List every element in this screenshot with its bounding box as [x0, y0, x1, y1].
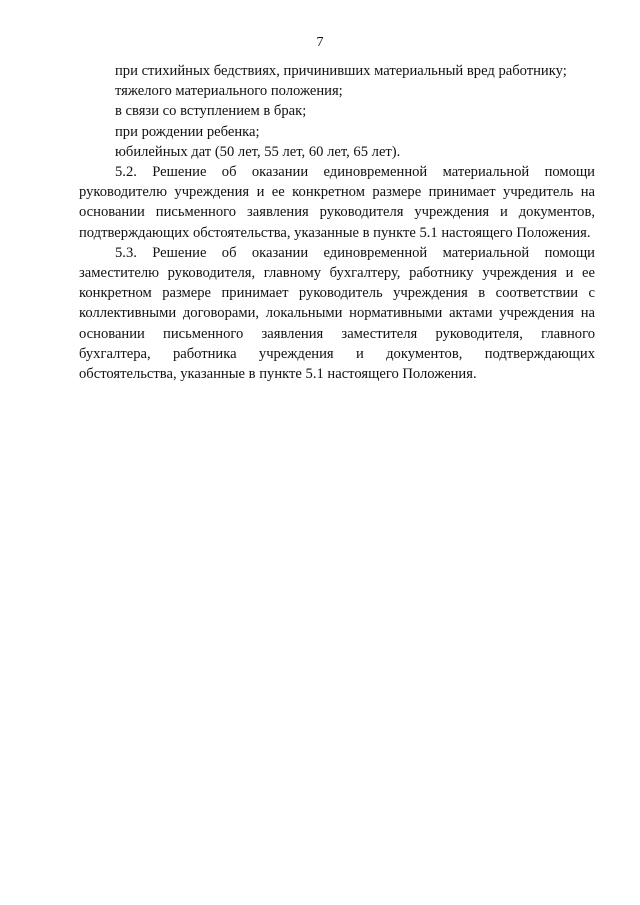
paragraph-5-3: 5.3. Решение об оказании единовременной материальной помощи заместителю руководителя, главному бухгалтеру, работнику учреждения и ее конкретном размере принимает руководитель учреждения в соответствии с коллективными договорами, локальными нормативными актами учреждения на основании письменного заявления заместителя руководителя, главного бухгалтера, работника учреждения и документов, подтверждающих обстоятельства, указанные в пункте 5.1 настоящего Положения. [79, 244, 595, 383]
list-item: в связи со вступлением в брак; [115, 103, 307, 120]
list-item: при стихийных бедствиях, причинивших материальный вред работнику; [115, 63, 567, 79]
list-item: тяжелого материального положения; [115, 83, 343, 100]
paragraph-5-2: 5.2. Решение об оказании единовременной материальной помощи руководителю учреждения и ее конкретном размере принимает учредитель на основании письменного заявления руководителя учреждения и документов, подтверждающих обстоятельства, указанные в пункте 5.1 настоящего Положения. [79, 164, 595, 241]
page-number: 7 [316, 35, 324, 50]
list-item: при рождении ребенка; [115, 123, 260, 140]
list-item: юбилейных дат (50 лет, 55 лет, 60 лет, 65 лет). [115, 143, 401, 160]
document-body [79, 61, 595, 384]
